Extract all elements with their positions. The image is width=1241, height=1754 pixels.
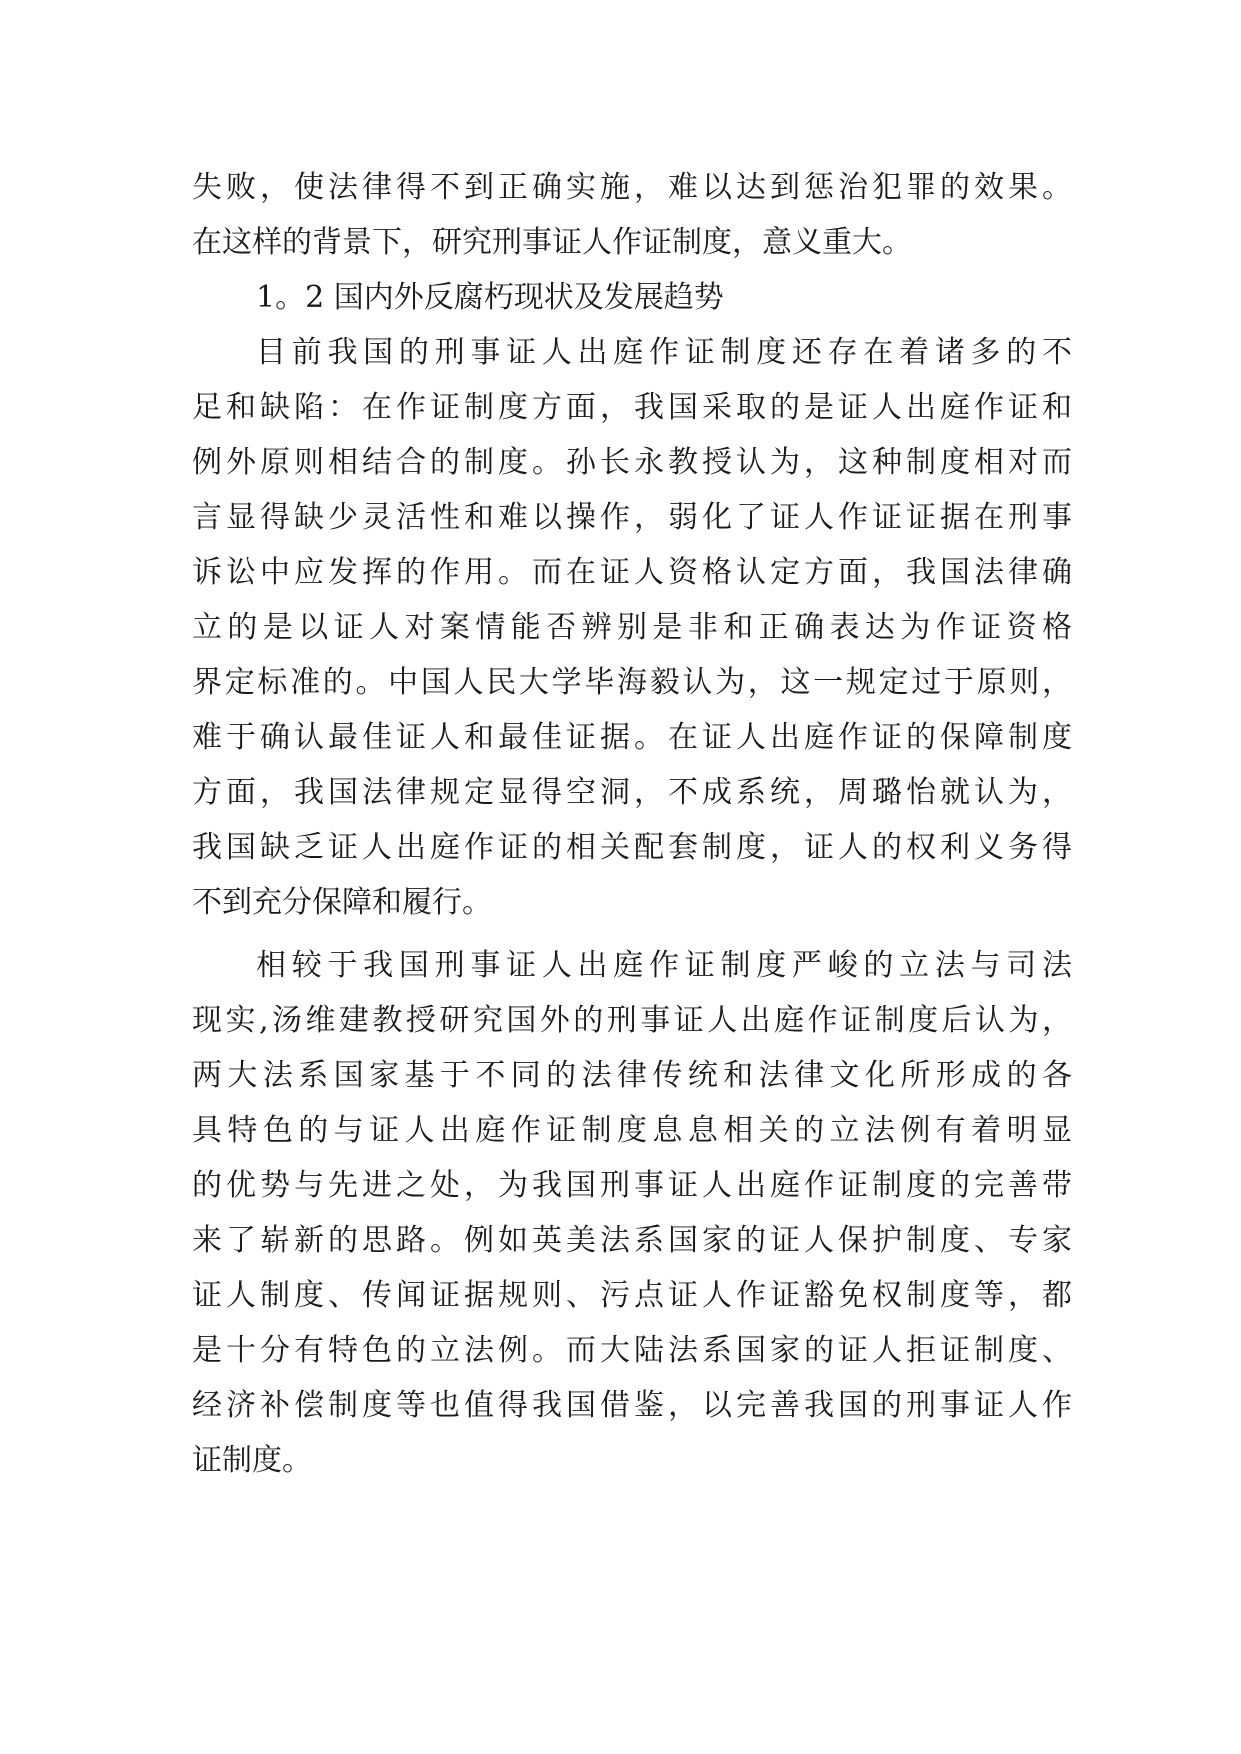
section-heading xyxy=(192,270,1072,325)
text-line: 是十分有特色的立法例。而大陆法系国家的证人拒证制度、 xyxy=(192,1333,1072,1368)
text-line: 的优势与先进之处，为我国刑事证人出庭作证制度的完善带 xyxy=(192,1168,1072,1203)
paragraph-foreign-comparison xyxy=(192,938,1072,1488)
text-line: 足和缺陷：在作证制度方面，我国采取的是证人出庭作证和 xyxy=(192,390,1072,425)
paragraph-domestic-status xyxy=(192,325,1072,930)
text-line: 目前我国的刑事证人出庭作证制度还存在着诸多的不 xyxy=(256,335,1072,370)
text-line: 方面，我国法律规定显得空洞，不成系统，周璐怡就认为， xyxy=(192,775,1072,810)
paragraph-spacing xyxy=(192,930,1072,938)
text-line: 相较于我国刑事证人出庭作证制度严峻的立法与司法 xyxy=(256,948,1072,983)
text-line: 不到充分保障和履行。 xyxy=(192,885,492,920)
text-line: 我国缺乏证人出庭作证的相关配套制度，证人的权利义务得 xyxy=(192,830,1072,865)
text-line: 言显得缺少灵活性和难以操作，弱化了证人作证证据在刑事 xyxy=(192,500,1072,535)
text-line: 界定标准的。中国人民大学毕海毅认为，这一规定过于原则， xyxy=(192,665,1072,700)
text-line: 诉讼中应发挥的作用。而在证人资格认定方面，我国法律确 xyxy=(192,555,1072,590)
text-line: 失败，使法律得不到正确实施，难以达到惩治犯罪的效果。 xyxy=(192,170,1072,205)
text-line: 经济补偿制度等也值得我国借鉴，以完善我国的刑事证人作 xyxy=(192,1388,1072,1423)
text-line: 难于确认最佳证人和最佳证据。在证人出庭作证的保障制度 xyxy=(192,720,1072,755)
text-line: 证制度。 xyxy=(192,1443,312,1478)
text-line: 来了崭新的思路。例如英美法系国家的证人保护制度、专家 xyxy=(192,1223,1072,1258)
text-line: 两大法系国家基于不同的法律传统和法律文化所形成的各 xyxy=(192,1058,1072,1093)
text-line: 例外原则相结合的制度。孙长永教授认为，这种制度相对而 xyxy=(192,445,1072,480)
paragraph-continuation xyxy=(192,160,1072,270)
text-line: 立的是以证人对案情能否辨别是非和正确表达为作证资格 xyxy=(192,610,1072,645)
text-line: 证人制度、传闻证据规则、污点证人作证豁免权制度等，都 xyxy=(192,1278,1072,1313)
text-line: 在这样的背景下，研究刑事证人作证制度，意义重大。 xyxy=(192,225,912,260)
text-line: 现实,汤维建教授研究国外的刑事证人出庭作证制度后认为， xyxy=(192,1003,1072,1038)
text-line: 具特色的与证人出庭作证制度息息相关的立法例有着明显 xyxy=(192,1113,1072,1148)
body-text xyxy=(192,160,1072,1488)
heading-text: 1。2 国内外反腐朽现状及发展趋势 xyxy=(256,280,724,315)
